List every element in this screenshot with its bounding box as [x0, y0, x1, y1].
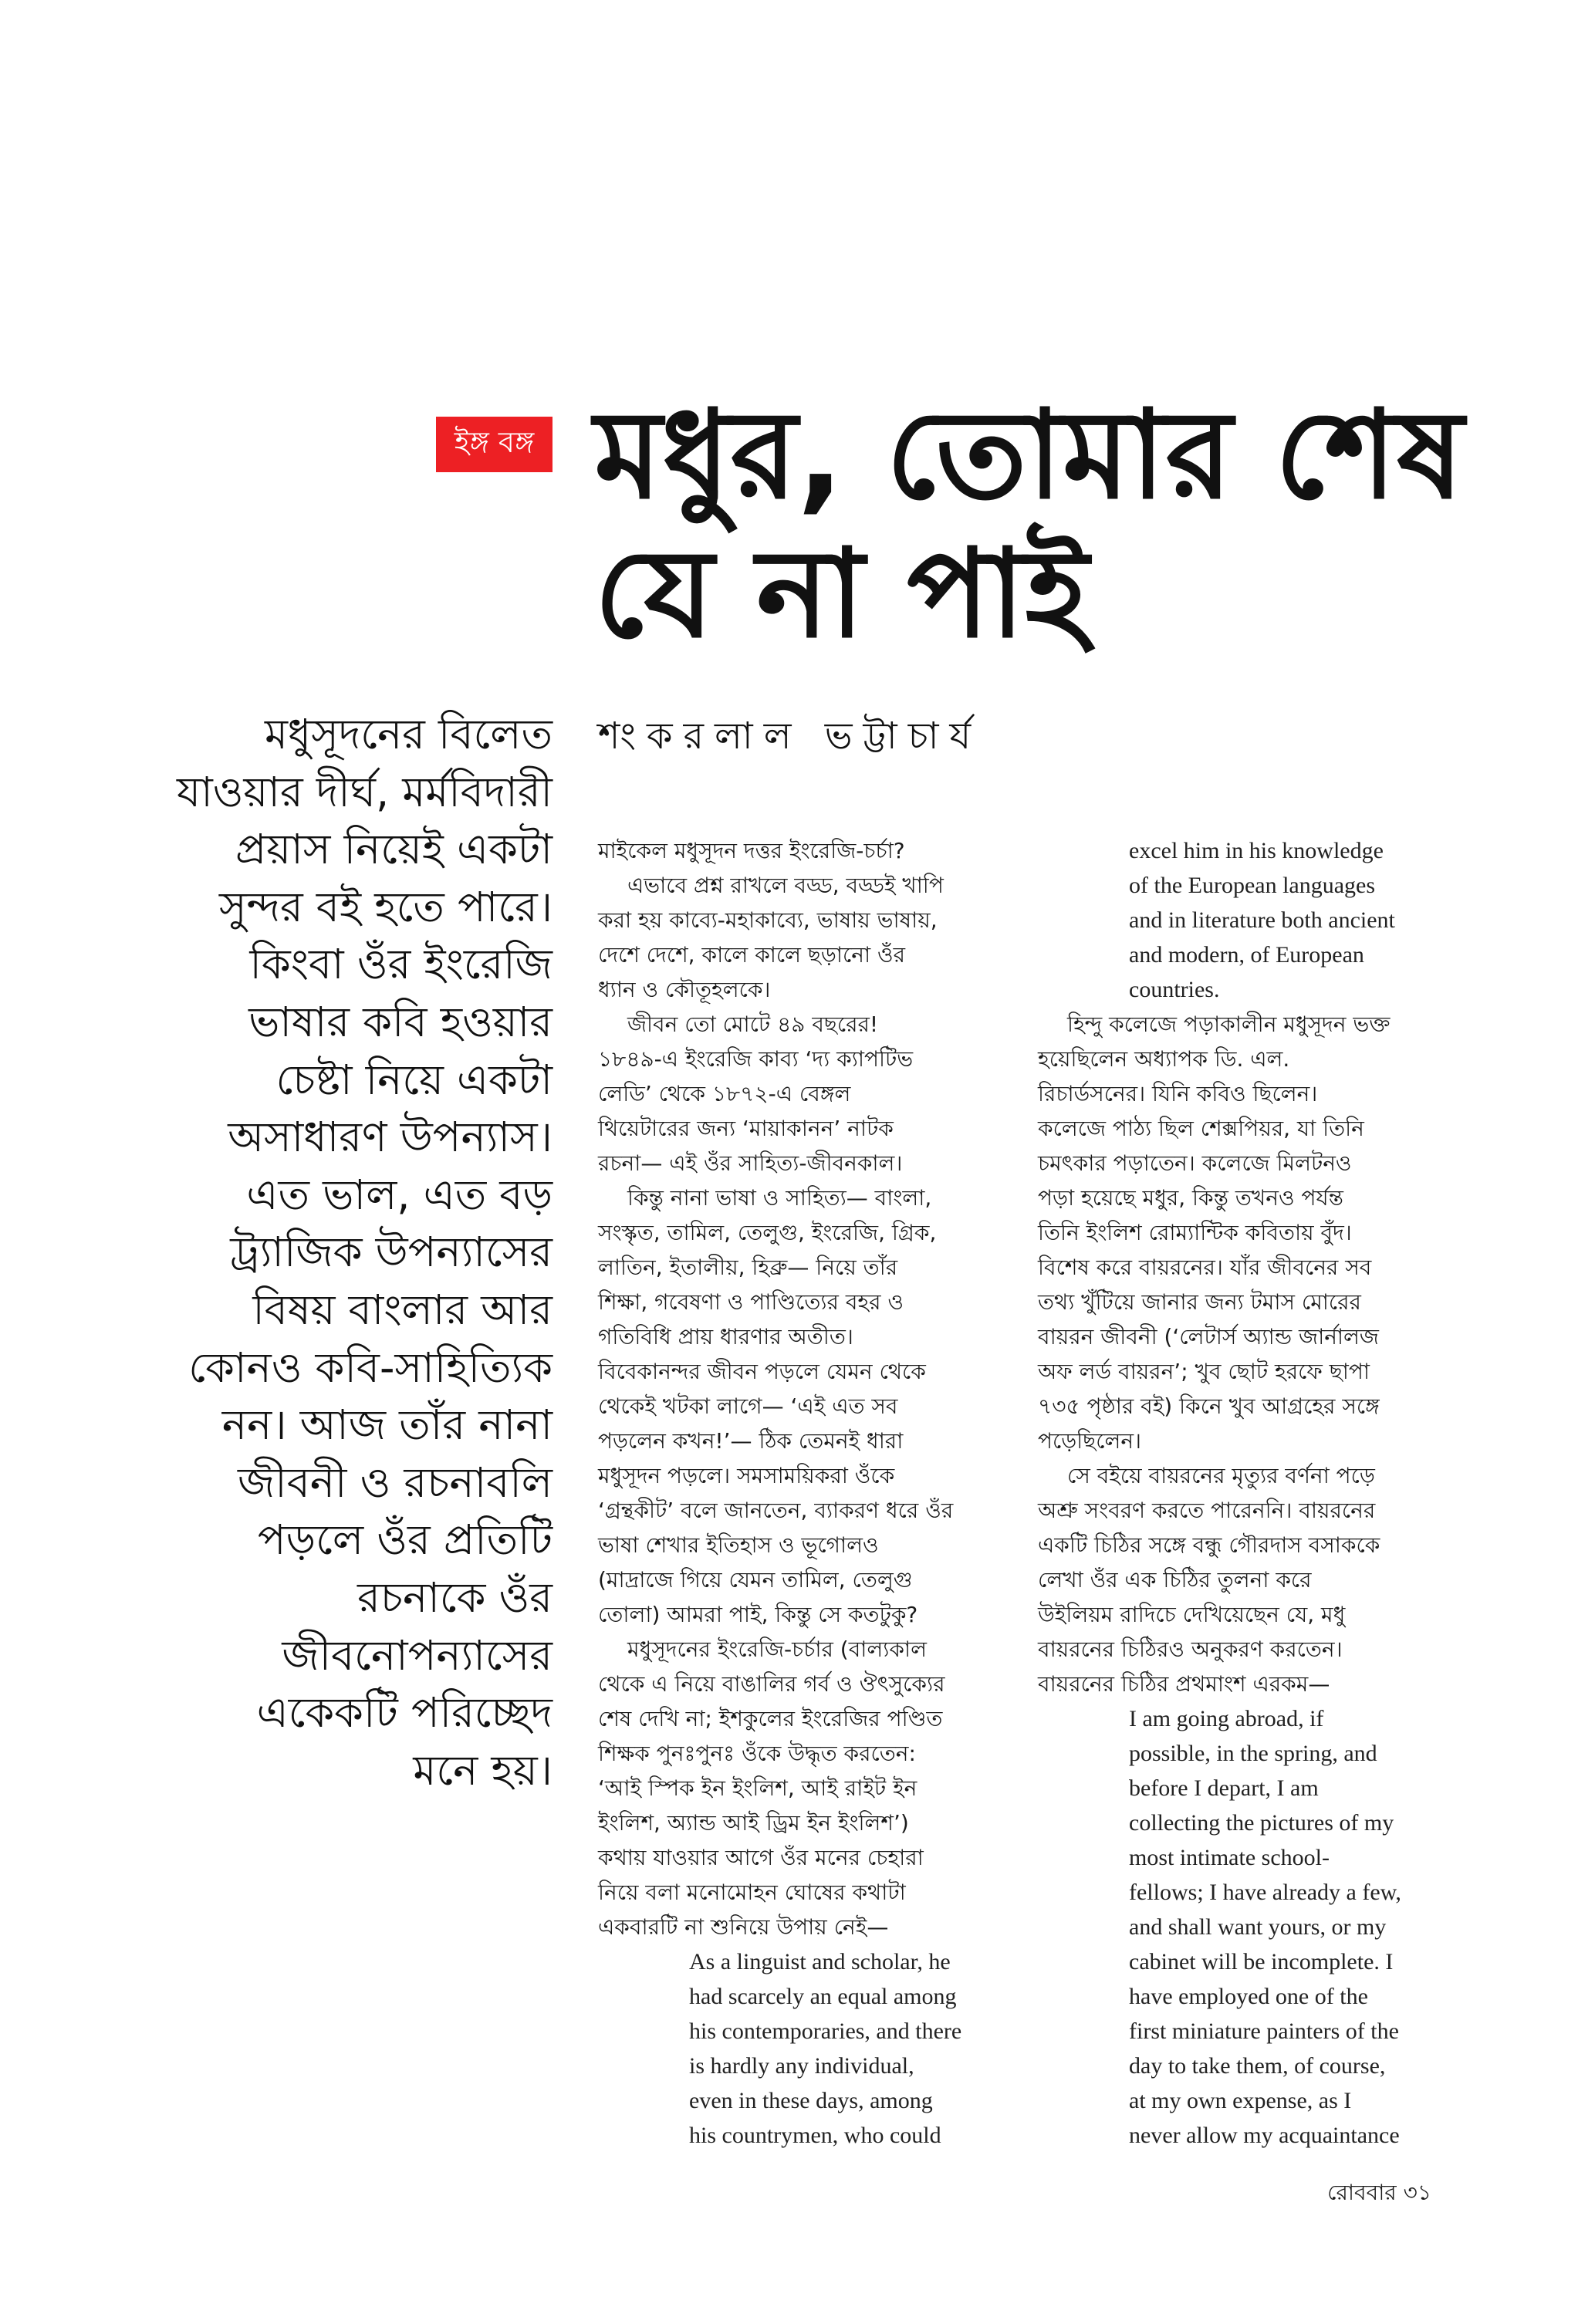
body-text-line: জীবন তো মোটে ৪৯ বছরের! — [627, 1012, 879, 1037]
pull-quote-line: জীবনোপন্যাসের — [282, 1630, 553, 1680]
body-text-line: মধুসূদন পড়লে। সমসাময়িকরা ওঁকে — [598, 1463, 895, 1488]
body-text-line: কিন্তু নানা ভাষা ও সাহিত্য— বাংলা, — [627, 1185, 932, 1211]
pull-quote-line: চেষ্টা নিয়ে একটা — [275, 1055, 553, 1104]
quoted-english-line: first miniature painters of the — [1129, 2018, 1399, 2044]
body-text-line: মধুসূদনের ইংরেজি-চর্চার (বাল্যকাল — [627, 1637, 927, 1662]
quoted-english-line: never allow my acquaintance — [1129, 2123, 1400, 2148]
body-text-line: অফ লর্ড বায়রন’; খুব ছোট হরফে ছাপা — [1038, 1359, 1370, 1384]
body-text-line: ৭৩৫ পৃষ্ঠার বই) কিনে খুব আগ্রহের সঙ্গে — [1038, 1393, 1380, 1419]
body-text-line: শিক্ষা, গবেষণা ও পাণ্ডিত্যের বহর ও — [598, 1289, 904, 1315]
body-text-line: হিন্দু কলেজে পড়াকালীন মধুসূদন ভক্ত — [1067, 1012, 1391, 1037]
body-text-line: বিবেকানন্দর জীবন পড়লে যেমন থেকে — [598, 1359, 926, 1384]
quoted-english-line: As a linguist and scholar, he — [689, 1949, 951, 1974]
quoted-english-line: his contemporaries, and there — [689, 2018, 962, 2044]
body-text-line: চমৎকার পড়াতেন। কলেজে মিলটনও — [1038, 1150, 1352, 1176]
quoted-english-line: and in literature both ancient — [1129, 907, 1395, 933]
quoted-english-line: collecting the pictures of my — [1129, 1810, 1394, 1836]
title-line: মধুর, তোমার শেষ — [594, 384, 1464, 526]
body-text-line: রিচার্ডসনের। যিনি কবিও ছিলেন। — [1038, 1081, 1318, 1106]
quoted-english-line: of the European languages — [1129, 873, 1376, 898]
pull-quote-line: অসাধারণ উপন্যাস। — [228, 1113, 553, 1162]
body-text-line: শেষ দেখি না; ইশকুলের ইংরেজির পণ্ডিত — [598, 1706, 943, 1731]
quoted-english-line: his countrymen, who could — [689, 2123, 941, 2148]
body-text-line: করা হয় কাব্যে-মহাকাব্যে, ভাষায় ভাষায়, — [598, 907, 938, 933]
quoted-english-line: even in these days, among — [689, 2088, 933, 2113]
body-text-line: শিক্ষক পুনঃপুনঃ ওঁকে উদ্ধৃত করতেন: — [598, 1741, 916, 1766]
pull-quote-line: প্রয়াস নিয়েই একটা — [235, 825, 553, 874]
quoted-english-line: countries. — [1129, 977, 1220, 1002]
quoted-english-line: is hardly any individual, — [689, 2053, 914, 2079]
body-text-line: পড়েছিলেন। — [1038, 1428, 1142, 1454]
quoted-english-line: at my own expense, as I — [1129, 2088, 1352, 2113]
quoted-english-line: and modern, of European — [1129, 942, 1364, 968]
pull-quote-line: পড়লে ওঁর প্রতিটি — [257, 1515, 553, 1565]
quoted-english-line: before I depart, I am — [1129, 1775, 1319, 1801]
body-text-line: তোলা) আমরা পাই, কিন্তু সে কতটুকু? — [598, 1602, 918, 1627]
quoted-english-line: had scarcely an equal among — [689, 1984, 957, 2009]
pull-quote-line: কিংবা ওঁর ইংরেজি — [249, 940, 553, 989]
section-badge: ইঙ্গ বঙ্গ — [436, 417, 553, 472]
quoted-english-line: most intimate school- — [1129, 1845, 1330, 1870]
body-text-line: থেকে এ নিয়ে বাঙালির গর্ব ও ঔৎসুক্যের — [598, 1671, 945, 1697]
body-text-line: উইলিয়ম রাদিচে দেখিয়েছেন যে, মধু — [1038, 1602, 1346, 1627]
body-text-line: (মাদ্রাজে গিয়ে যেমন তামিল, তেলুগু — [598, 1567, 913, 1593]
body-text-line: ‘গ্রন্থকীট’ বলে জানতেন, ব্যাকরণ ধরে ওঁর — [598, 1498, 954, 1523]
quoted-english-line: excel him in his knowledge — [1129, 838, 1384, 863]
pull-quote-line: একেকটি পরিচ্ছেদ — [256, 1688, 553, 1738]
body-text-line: ধ্যান ও কৌতূহলকে। — [598, 977, 771, 1002]
body-text-line: বায়রনের চিঠিরও অনুকরণ করতেন। — [1038, 1637, 1343, 1662]
pull-quote-line: যাওয়ার দীর্ঘ, মর্মবিদারী — [176, 767, 553, 816]
quoted-english-line: and shall want yours, or my — [1129, 1914, 1387, 1940]
body-text-line: একবারটি না শুনিয়ে উপায় নেই— — [598, 1914, 889, 1940]
body-text-line: বায়রন জীবনী (‘লেটার্স অ্যান্ড জার্নালজ — [1038, 1324, 1379, 1349]
body-column-1 — [598, 833, 999, 2176]
quoted-english-line: I am going abroad, if — [1129, 1706, 1324, 1731]
body-text-line: পড়লেন কখন!’— ঠিক তেমনই ধারা — [598, 1428, 904, 1454]
body-text-line: তিনি ইংলিশ রোম্যান্টিক কবিতায় বুঁদ। — [1038, 1220, 1352, 1245]
body-text-line: তথ্য খুঁটিয়ে জানার জন্য টমাস মোরের — [1038, 1289, 1361, 1315]
page-footer: রোববার ৩১ — [1327, 2180, 1431, 2205]
body-text-line: দেশে দেশে, কালে কালে ছড়ানো ওঁর — [598, 942, 905, 968]
body-text-line: মাইকেল মধুসূদন দত্তর ইংরেজি-চর্চা? — [598, 838, 905, 863]
pull-quote-line: কোনও কবি-সাহিত্যিক — [188, 1343, 553, 1392]
title-line: যে না পাই — [594, 523, 1089, 665]
author-byline: শংকরলাল ভট্টাচার্য — [598, 714, 982, 758]
pull-quote-line: মনে হয়। — [413, 1745, 553, 1795]
body-text-line: ‘আই স্পিক ইন ইংলিশ, আই রাইট ইন — [598, 1775, 917, 1801]
body-text-line: কথায় যাওয়ার আগে ওঁর মনের চেহারা — [598, 1845, 924, 1870]
pull-quote-line: ট্র্যাজিক উপন্যাসের — [230, 1228, 553, 1277]
body-column-2 — [1038, 833, 1439, 2176]
body-text-line: ইংলিশ, অ্যান্ড আই ড্রিম ইন ইংলিশ’) — [598, 1810, 909, 1836]
body-text-line: সে বইয়ে বায়রনের মৃত্যুর বর্ণনা পড়ে — [1067, 1463, 1375, 1488]
body-text-line: কলেজে পাঠ্য ছিল শেক্সপিয়র, যা তিনি — [1038, 1116, 1364, 1141]
body-text-line: থেকেই খটকা লাগে— ‘এই এত সব — [598, 1393, 898, 1419]
pull-quote-line: নন। আজ তাঁর নানা — [221, 1400, 553, 1450]
pull-quote-line: রচনাকে ওঁর — [357, 1572, 553, 1622]
body-text-line: নিয়ে বলা মনোমোহন ঘোষের কথাটা — [598, 1880, 906, 1905]
quoted-english-line: day to take them, of course, — [1129, 2053, 1386, 2079]
quoted-english-line: possible, in the spring, and — [1129, 1741, 1377, 1766]
pull-quote-line: মধুসূদনের বিলেত — [264, 710, 553, 758]
quoted-english-line: have employed one of the — [1129, 1984, 1368, 2009]
body-text-line: গতিবিধি প্রায় ধারণার অতীত। — [598, 1324, 853, 1349]
body-text-line: পড়া হয়েছে মধুর, কিন্তু তখনও পর্যন্ত — [1038, 1185, 1343, 1211]
body-text-line: এভাবে প্রশ্ন রাখলে বড্ড, বড্ডই খাপি — [627, 873, 944, 898]
body-text-line: লেডি’ থেকে ১৮৭২-এ বেঙ্গল — [598, 1081, 851, 1106]
quoted-english-line: fellows; I have already a few, — [1129, 1880, 1401, 1905]
body-text-line: বিশেষ করে বায়রনের। যাঁর জীবনের সব — [1038, 1255, 1372, 1280]
article-title — [594, 386, 1464, 664]
pull-quote-line: এত ভাল, এত বড় — [246, 1170, 553, 1219]
body-text-line: রচনা— এই ওঁর সাহিত্য-জীবনকাল। — [598, 1150, 903, 1176]
body-text-line: ১৮৪৯-এ ইংরেজি কাব্য ‘দ্য ক্যাপটিভ — [598, 1046, 914, 1072]
body-text-line: সংস্কৃত, তামিল, তেলুগু, ইংরেজি, গ্রিক, — [598, 1220, 937, 1245]
body-text-line: লেখা ওঁর এক চিঠির তুলনা করে — [1038, 1567, 1312, 1593]
body-text-line: হয়েছিলেন অধ্যাপক ডি. এল. — [1038, 1046, 1290, 1072]
body-text-line: লাতিন, ইতালীয়, হিব্রু— নিয়ে তাঁর — [598, 1255, 898, 1280]
pull-quote-line: ভাষার কবি হওয়ার — [248, 997, 553, 1046]
pull-quote-line: সুন্দর বই হতে পারে। — [219, 882, 553, 931]
quoted-english-line: cabinet will be incomplete. I — [1129, 1949, 1394, 1974]
body-text-line: বায়রনের চিঠির প্রথমাংশ এরকম— — [1038, 1671, 1330, 1697]
pull-quote — [177, 706, 553, 1799]
body-text-line: থিয়েটারের জন্য ‘মায়াকানন’ নাটক — [598, 1116, 894, 1141]
body-text-line: অশ্রু সংবরণ করতে পারেননি। বায়রনের — [1038, 1498, 1376, 1523]
body-text-line: একটি চিঠির সঙ্গে বন্ধু গৌরদাস বসাককে — [1038, 1532, 1380, 1558]
pull-quote-line: বিষয় বাংলার আর — [252, 1285, 553, 1334]
body-text-line: ভাষা শেখার ইতিহাস ও ভূগোলও — [598, 1532, 879, 1558]
pull-quote-line: জীবনী ও রচনাবলি — [237, 1458, 553, 1507]
